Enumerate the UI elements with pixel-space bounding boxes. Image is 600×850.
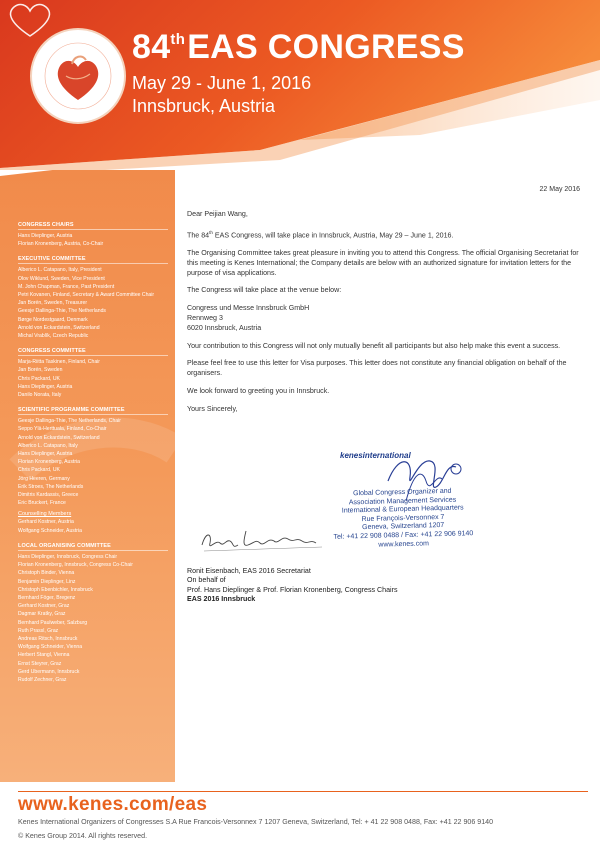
committee-member: Gerhard Kostner, Graz — [18, 603, 70, 610]
committee-member: Jörg Heeren, Germany — [18, 475, 70, 482]
company-stamp — [318, 451, 478, 556]
stamp-line: International & European Headquarters — [341, 504, 464, 515]
stamp-line: www.kenes.com — [378, 539, 430, 549]
committee-member: Alberico L. Catapano, Italy — [18, 442, 78, 449]
handwritten-signature-icon — [198, 521, 328, 561]
committee-heading: CONGRESS CHAIRS — [18, 222, 168, 230]
intro-text-end: EAS Congress, will take place in Innsbruck, Austria, May 29 – June 1, 2016. — [212, 231, 454, 240]
committee-member: Eric Bruckert, France — [18, 500, 66, 507]
committee-member: Hans Dieplinger, Austria — [18, 451, 73, 458]
committee-member: Benjamin Dieplinger, Linz — [18, 578, 76, 585]
paragraph-visa: Please feel free to use this letter for Visa purposes. This letter does not constitute any financial obligation on behalf of the organisers. — [187, 359, 567, 378]
committee-member: Dimitris Kardassis, Greece — [18, 492, 79, 499]
stamp-line: Global Congress Organizer and — [352, 487, 452, 498]
signoff: Yours Sincerely, — [187, 404, 238, 413]
committee-sidebar — [0, 170, 175, 782]
committee-member: Erik Stroes, The Netherlands — [18, 483, 84, 490]
stamp-company-name: kenesinternational — [340, 451, 411, 460]
committee-heading: CONGRESS COMMITTEE — [18, 348, 168, 356]
committee-member: Marja-Riitta Taskinen, Finland, Chair — [18, 359, 101, 366]
committee-member: Andreas Ritsch, Innsbruck — [18, 635, 78, 642]
committee-member: Geesje Dallinga-Thie, The Netherlands — [18, 308, 106, 315]
committee-section — [18, 407, 168, 535]
committee-member: Børge Nordestgaard, Denmark — [18, 316, 88, 323]
committee-member: Florian Kronenberg, Austria, Co-Chair — [18, 241, 104, 248]
footer-website-link[interactable]: www.kenes.com/eas — [18, 794, 208, 815]
on-behalf-of: On behalf of — [187, 576, 226, 585]
committee-member: Hans Dieplinger, Austria — [18, 233, 73, 239]
signature-block — [187, 567, 398, 605]
committee-member: Bernhard Paulweber, Salzburg — [18, 619, 88, 626]
paragraph-greeting: We look forward to greeting you in Innsbruck. — [187, 386, 330, 395]
committee-member: Gerd Ubermann, Innsbruck — [18, 668, 80, 675]
paragraph-contribution: Your contribution to this Congress will not only mutually benefit all participants but also help make this event a success. — [187, 341, 561, 350]
committee-member: Arnold von Eckardstein, Switzerland — [18, 434, 100, 441]
stamp-line: Rue François-Versonnex 7 — [361, 513, 445, 523]
committee-member: Alberico L. Catapano, Italy, President — [18, 267, 102, 274]
committee-member: Geesje Dallinga-Thie, The Netherlands, Chair — [18, 418, 121, 425]
committee-heading: SCIENTIFIC PROGRAMME COMMITTEE — [18, 407, 168, 415]
congress-name: EAS CONGRESS — [187, 28, 465, 66]
venue-line: Congress und Messe Innsbruck GmbH — [187, 304, 310, 313]
edition-suffix: th — [170, 31, 186, 48]
edition-number: 84 — [132, 28, 171, 66]
intro-superscript: th — [209, 229, 213, 235]
committee-member: Christoph Ebenbichler, Innsbruck — [18, 586, 93, 593]
committee-member: Dagmar Kratky, Graz — [18, 611, 66, 618]
committee-member: Danilo Norata, Italy — [18, 392, 62, 399]
committee-section — [18, 222, 168, 248]
committee-member: Chris Packard, UK — [18, 467, 60, 474]
committee-member: Jan Borén, Sweden, Treasurer — [18, 300, 88, 307]
signatory-name: Ronit Eisenbach, EAS 2016 Secretariat — [187, 567, 311, 575]
committee-section — [18, 348, 168, 399]
stamp-line: Tel: +41 22 908 0488 / Fax: +41 22 906 9140 — [333, 530, 474, 541]
committee-member: Rudolf Zechner, Graz — [18, 676, 67, 683]
paragraph-intro — [187, 228, 579, 241]
committee-member: Gerhard Kostner, Austria — [18, 519, 74, 526]
sidebar-committee-list — [18, 222, 168, 692]
committee-member: Jan Borén, Sweden — [18, 367, 63, 374]
congress-title — [132, 28, 465, 67]
committee-heading: EXECUTIVE COMMITTEE — [18, 256, 168, 264]
committee-member: Chris Packard, UK — [18, 375, 60, 382]
salutation: Dear Peijian Wang, — [187, 210, 248, 218]
footer-address: Kenes International Organizers of Congresses S.A Rue Francois-Versonnex 7 1207 Geneva, Switzerland, Tel: + 41 22 908 0488, Fax: +41 22 906 9140 — [18, 818, 494, 826]
committee-member: Petri Kovanen, Finland, Secretary & Award Committee Chair — [18, 292, 155, 299]
committee-member: Arnold von Eckardstein, Switzerland — [18, 324, 100, 331]
committee-member: Seppo Ylä-Herttuala, Finland, Co-Chair — [18, 426, 107, 433]
stamp-text — [327, 487, 479, 551]
intro-text-start: The 84 — [187, 231, 210, 240]
header-banner — [0, 0, 600, 170]
committee-heading: LOCAL ORGANISING COMMITTEE — [18, 543, 168, 551]
committee-member: Wolfgang Schneider, Vienna — [18, 644, 83, 651]
committee-member: Wolfgang Schneider, Austria — [18, 527, 82, 534]
footer-copyright: © Kenes Group 2014. All rights reserved. — [18, 832, 148, 840]
stamp-line: Association Management Services — [348, 496, 457, 507]
committee-section — [18, 543, 168, 684]
footer-divider — [18, 791, 588, 792]
venue-line: Rennweg 3 — [187, 313, 223, 322]
committee-member: Bernhard Föger, Bregenz — [18, 594, 76, 601]
committee-member: Florian Kronenberg, Innsbruck, Congress Co-Chair — [18, 562, 133, 569]
committee-member: Christoph Binder, Vienna — [18, 570, 75, 577]
heart-emblem-icon — [32, 30, 124, 122]
paragraph-secretariat: The Organising Committee takes great pleasure in inviting you to attend this Congress. The official Organising Secretariat for this meeting is Kenes International; the Company details are below with an authorized signature for invitation letters for the purpose of visa applications. — [187, 248, 579, 277]
committee-member: M. John Chapman, France, Past President — [18, 283, 115, 290]
letter-date: 22 May 2016 — [539, 186, 580, 193]
committee-section — [18, 256, 168, 340]
eas-logo — [30, 28, 126, 124]
committee-member: Ernst Steyrer, Graz — [18, 660, 62, 667]
stamp-line: Geneva, Switzerland 1207 — [362, 522, 445, 532]
committee-member: Michal Vrablík, Czech Republic — [18, 333, 89, 340]
committee-member: Ruth Prassl, Graz — [18, 627, 59, 634]
heart-outline-icon — [0, 0, 60, 40]
committee-member: Hans Dieplinger, Innsbruck, Congress Chair — [18, 553, 118, 560]
event-name: EAS 2016 Innsbruck — [187, 595, 256, 604]
committee-member: Hans Dieplinger, Austria — [18, 383, 73, 390]
venue-address — [187, 304, 579, 333]
paragraph-venue-intro: The Congress will take place at the venue below: — [187, 286, 342, 295]
committee-member: Florian Kronenberg, Austria — [18, 459, 81, 466]
congress-location: Innsbruck, Austria — [132, 96, 276, 116]
letter-body — [187, 210, 579, 423]
committee-subheading: Counselling Members — [18, 511, 72, 518]
venue-line: 6020 Innsbruck, Austria — [187, 323, 262, 332]
committee-member: Herbert Stangl, Vienna — [18, 652, 70, 659]
committee-member: Olov Wiklund, Sweden, Vice President — [18, 275, 105, 282]
congress-dates: May 29 - June 1, 2016 — [132, 73, 312, 93]
congress-chairs: Prof. Hans Dieplinger & Prof. Florian Kronenberg, Congress Chairs — [187, 585, 398, 594]
